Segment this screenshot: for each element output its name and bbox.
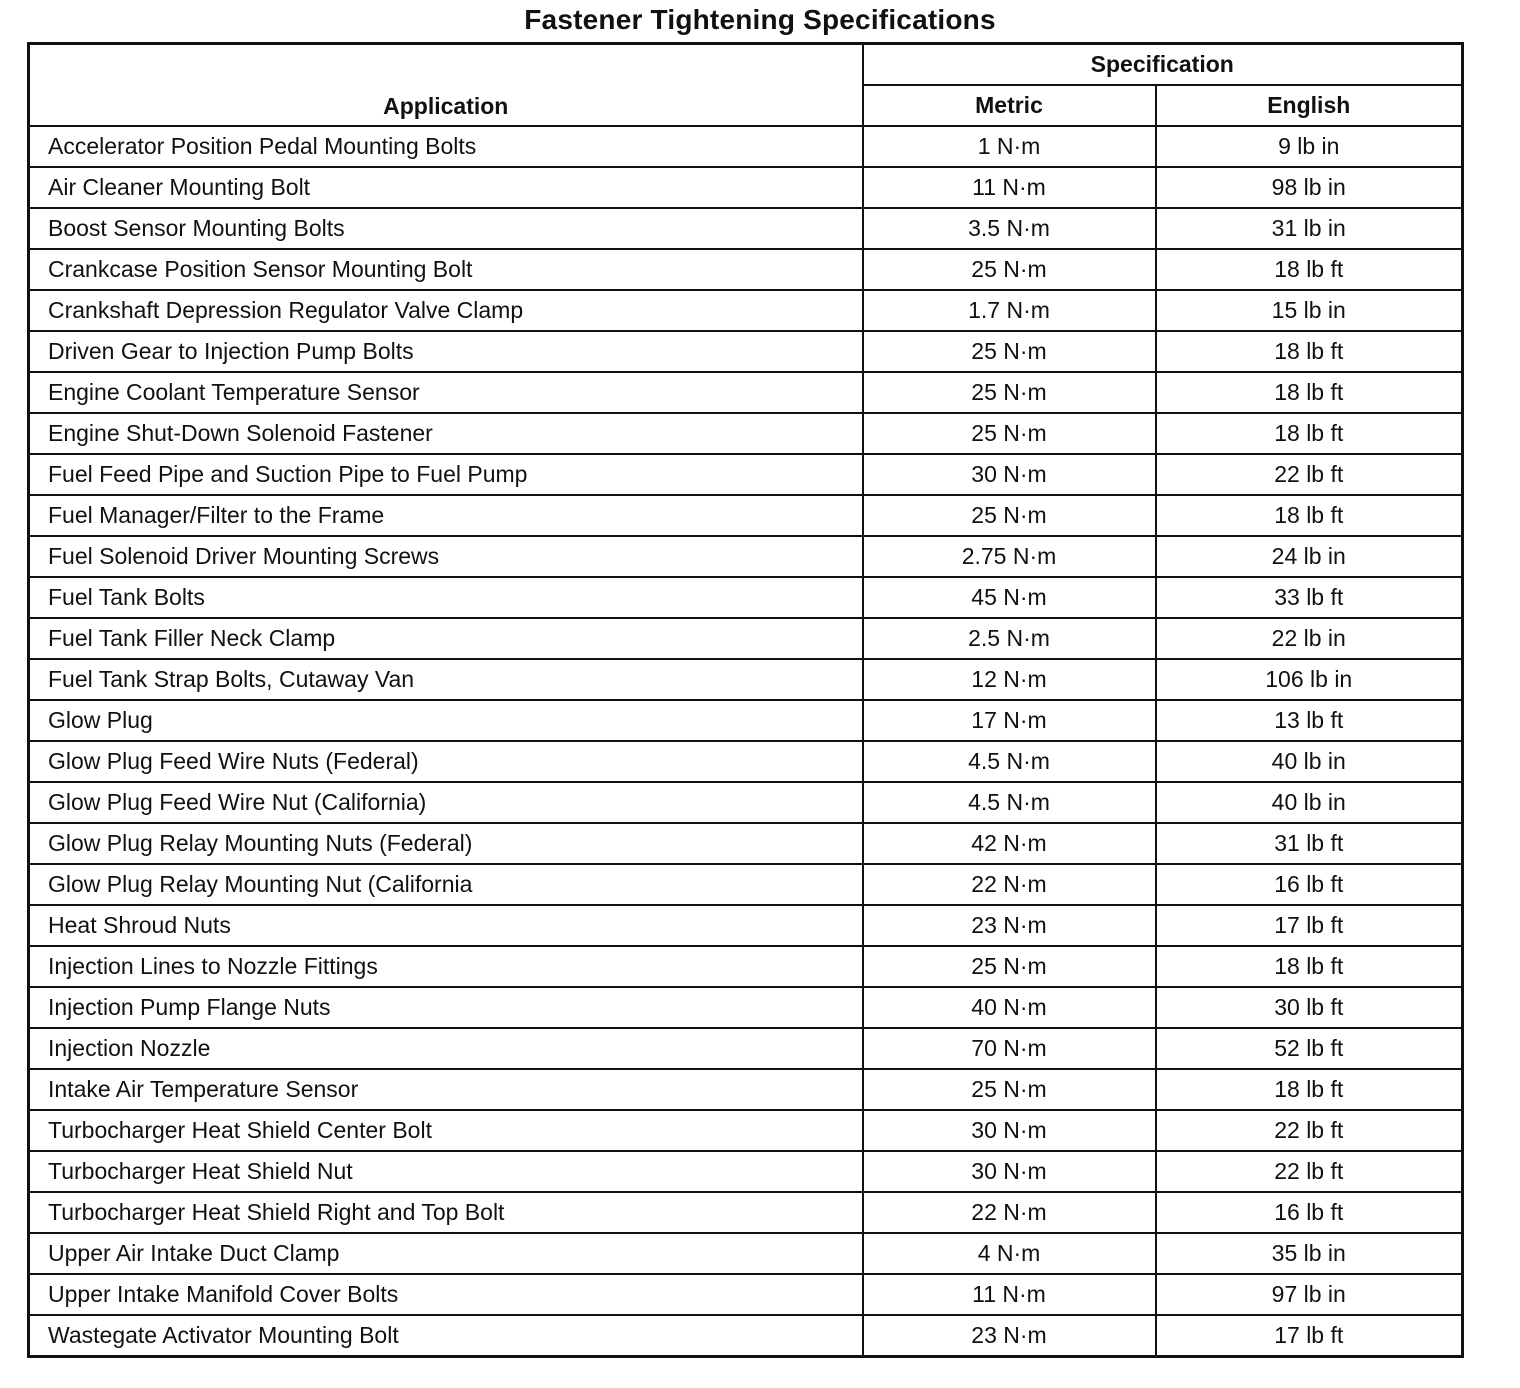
metric-cell: 25 N·m — [863, 413, 1156, 454]
table-body — [29, 126, 1463, 1357]
table-row — [29, 126, 1463, 167]
english-cell: 16 lb ft — [1156, 864, 1463, 905]
english-cell: 18 lb ft — [1156, 372, 1463, 413]
metric-cell: 30 N·m — [863, 1151, 1156, 1192]
metric-cell: 22 N·m — [863, 864, 1156, 905]
english-cell: 22 lb ft — [1156, 1151, 1463, 1192]
application-cell: Turbocharger Heat Shield Nut — [29, 1151, 863, 1192]
application-cell: Fuel Manager/Filter to the Frame — [29, 495, 863, 536]
metric-cell: 70 N·m — [863, 1028, 1156, 1069]
application-cell: Upper Intake Manifold Cover Bolts — [29, 1274, 863, 1315]
english-cell: 9 lb in — [1156, 126, 1463, 167]
metric-cell: 25 N·m — [863, 946, 1156, 987]
english-cell: 17 lb ft — [1156, 1315, 1463, 1357]
application-cell: Glow Plug Feed Wire Nuts (Federal) — [29, 741, 863, 782]
metric-cell: 23 N·m — [863, 1315, 1156, 1357]
english-cell: 31 lb ft — [1156, 823, 1463, 864]
application-cell: Fuel Tank Bolts — [29, 577, 863, 618]
application-cell: Injection Pump Flange Nuts — [29, 987, 863, 1028]
table-row — [29, 905, 1463, 946]
table-row — [29, 864, 1463, 905]
table-row — [29, 290, 1463, 331]
table-row — [29, 987, 1463, 1028]
english-cell: 98 lb in — [1156, 167, 1463, 208]
application-cell: Upper Air Intake Duct Clamp — [29, 1233, 863, 1274]
application-cell: Accelerator Position Pedal Mounting Bolts — [29, 126, 863, 167]
metric-cell: 25 N·m — [863, 495, 1156, 536]
table-row — [29, 208, 1463, 249]
english-cell: 18 lb ft — [1156, 331, 1463, 372]
table-row — [29, 1151, 1463, 1192]
table-row — [29, 1110, 1463, 1151]
english-cell: 52 lb ft — [1156, 1028, 1463, 1069]
table-row — [29, 1274, 1463, 1315]
table-header — [29, 44, 1463, 127]
page-title: Fastener Tightening Specifications — [524, 4, 996, 35]
application-cell: Intake Air Temperature Sensor — [29, 1069, 863, 1110]
metric-cell: 22 N·m — [863, 1192, 1156, 1233]
metric-cell: 17 N·m — [863, 700, 1156, 741]
table-row — [29, 659, 1463, 700]
metric-cell: 3.5 N·m — [863, 208, 1156, 249]
application-cell: Engine Shut-Down Solenoid Fastener — [29, 413, 863, 454]
metric-cell: 23 N·m — [863, 905, 1156, 946]
application-cell: Fuel Feed Pipe and Suction Pipe to Fuel Pump — [29, 454, 863, 495]
application-cell: Fuel Solenoid Driver Mounting Screws — [29, 536, 863, 577]
english-cell: 24 lb in — [1156, 536, 1463, 577]
metric-cell: 12 N·m — [863, 659, 1156, 700]
table-row — [29, 823, 1463, 864]
english-cell: 16 lb ft — [1156, 1192, 1463, 1233]
english-cell: 18 lb ft — [1156, 495, 1463, 536]
english-cell: 35 lb in — [1156, 1233, 1463, 1274]
header-row-top — [29, 44, 1463, 86]
table-row — [29, 1028, 1463, 1069]
application-cell: Driven Gear to Injection Pump Bolts — [29, 331, 863, 372]
table-row — [29, 700, 1463, 741]
application-cell: Fuel Tank Filler Neck Clamp — [29, 618, 863, 659]
metric-cell: 45 N·m — [863, 577, 1156, 618]
metric-cell: 25 N·m — [863, 331, 1156, 372]
application-cell: Wastegate Activator Mounting Bolt — [29, 1315, 863, 1357]
table-row — [29, 946, 1463, 987]
table-row — [29, 782, 1463, 823]
table-row — [29, 454, 1463, 495]
table-row — [29, 249, 1463, 290]
english-cell: 13 lb ft — [1156, 700, 1463, 741]
application-cell: Heat Shroud Nuts — [29, 905, 863, 946]
metric-cell: 11 N·m — [863, 1274, 1156, 1315]
application-cell: Injection Nozzle — [29, 1028, 863, 1069]
metric-cell: 30 N·m — [863, 1110, 1156, 1151]
metric-cell: 4 N·m — [863, 1233, 1156, 1274]
metric-column-header: Metric — [863, 85, 1156, 126]
metric-cell: 25 N·m — [863, 372, 1156, 413]
english-cell: 40 lb in — [1156, 782, 1463, 823]
table-row — [29, 618, 1463, 659]
application-cell: Glow Plug Relay Mounting Nut (California — [29, 864, 863, 905]
application-cell: Turbocharger Heat Shield Right and Top Bolt — [29, 1192, 863, 1233]
metric-cell: 1.7 N·m — [863, 290, 1156, 331]
english-cell: 22 lb in — [1156, 618, 1463, 659]
table-row — [29, 741, 1463, 782]
application-cell: Glow Plug Relay Mounting Nuts (Federal) — [29, 823, 863, 864]
application-cell: Turbocharger Heat Shield Center Bolt — [29, 1110, 863, 1151]
table-row — [29, 1315, 1463, 1357]
english-cell: 40 lb in — [1156, 741, 1463, 782]
application-cell: Engine Coolant Temperature Sensor — [29, 372, 863, 413]
application-cell: Air Cleaner Mounting Bolt — [29, 167, 863, 208]
table-row — [29, 331, 1463, 372]
table-row — [29, 1233, 1463, 1274]
application-cell: Glow Plug — [29, 700, 863, 741]
table-row — [29, 495, 1463, 536]
metric-cell: 25 N·m — [863, 1069, 1156, 1110]
table-row — [29, 1069, 1463, 1110]
specification-group-header: Specification — [863, 44, 1463, 86]
application-cell: Fuel Tank Strap Bolts, Cutaway Van — [29, 659, 863, 700]
metric-cell: 42 N·m — [863, 823, 1156, 864]
metric-cell: 11 N·m — [863, 167, 1156, 208]
metric-cell: 4.5 N·m — [863, 741, 1156, 782]
table-row — [29, 372, 1463, 413]
english-cell: 22 lb ft — [1156, 454, 1463, 495]
application-cell: Boost Sensor Mounting Bolts — [29, 208, 863, 249]
table-row — [29, 577, 1463, 618]
english-cell: 33 lb ft — [1156, 577, 1463, 618]
english-cell: 18 lb ft — [1156, 249, 1463, 290]
english-cell: 97 lb in — [1156, 1274, 1463, 1315]
metric-cell: 2.5 N·m — [863, 618, 1156, 659]
fastener-spec-table — [27, 42, 1464, 1358]
english-cell: 18 lb ft — [1156, 1069, 1463, 1110]
table-row — [29, 536, 1463, 577]
application-cell: Crankshaft Depression Regulator Valve Clamp — [29, 290, 863, 331]
metric-cell: 2.75 N·m — [863, 536, 1156, 577]
metric-cell: 30 N·m — [863, 454, 1156, 495]
english-cell: 22 lb ft — [1156, 1110, 1463, 1151]
metric-cell: 25 N·m — [863, 249, 1156, 290]
application-cell: Glow Plug Feed Wire Nut (California) — [29, 782, 863, 823]
table-row — [29, 1192, 1463, 1233]
english-cell: 106 lb in — [1156, 659, 1463, 700]
english-cell: 30 lb ft — [1156, 987, 1463, 1028]
metric-cell: 1 N·m — [863, 126, 1156, 167]
application-cell: Injection Lines to Nozzle Fittings — [29, 946, 863, 987]
metric-cell: 4.5 N·m — [863, 782, 1156, 823]
english-cell: 18 lb ft — [1156, 946, 1463, 987]
metric-cell: 40 N·m — [863, 987, 1156, 1028]
application-column-header: Application — [29, 44, 863, 127]
table-row — [29, 413, 1463, 454]
english-cell: 15 lb in — [1156, 290, 1463, 331]
english-column-header: English — [1156, 85, 1463, 126]
table-row — [29, 167, 1463, 208]
application-cell: Crankcase Position Sensor Mounting Bolt — [29, 249, 863, 290]
english-cell: 18 lb ft — [1156, 413, 1463, 454]
english-cell: 31 lb in — [1156, 208, 1463, 249]
english-cell: 17 lb ft — [1156, 905, 1463, 946]
